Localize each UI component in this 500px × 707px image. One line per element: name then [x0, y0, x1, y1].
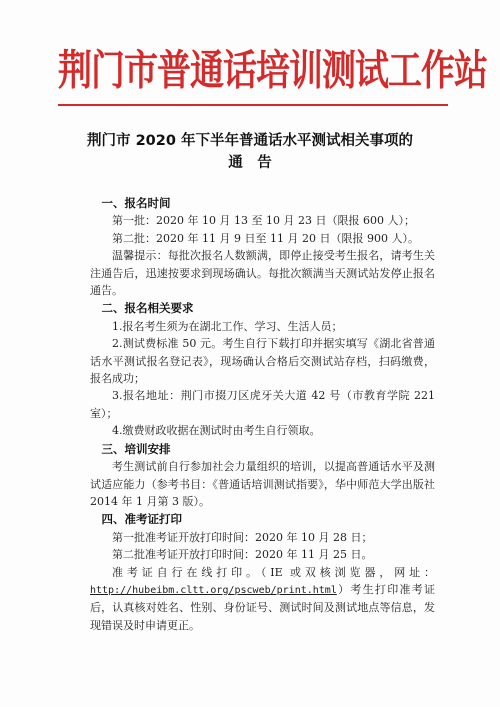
print-url-link[interactable]: http://hubeibm.cltt.org/pscweb/print.html: [90, 584, 337, 596]
section-heading-requirements: 二、报名相关要求: [101, 301, 194, 316]
paragraph: 第一批：2020 年 10 月 13 至 10 月 23 日（限报 600 人）；: [112, 214, 415, 228]
paragraph: 第二批准考证开放打印时间：2020 年 11 月 25 日。: [112, 548, 373, 562]
print-text-after: ）考生打印准考证后，认真核对姓名、性别、身份证号、测试时间及测试地点等信息，发现错误及时申请更正。: [90, 582, 435, 632]
notice-title: [60, 130, 440, 174]
notice-body: [90, 194, 435, 634]
section-heading-training: 三、培训安排: [101, 441, 171, 456]
print-text-before: 准考证自行在线打印。（IE 或双核浏览器，网址：: [112, 565, 435, 579]
paragraph: 温馨提示：每批次报名人数额满，即停止接受考生报名，请考生关注通告后，迅速按要求到现场确认。每批次额满当天测试站发停止报名通告。: [90, 249, 435, 298]
masthead-divider: [58, 104, 448, 106]
paragraph: 4.缴费财政收据在测试时由考生自行领取。: [112, 424, 321, 438]
paragraph: 2.测试费标准 50 元。考生自行下载打印并据实填写《湖北省普通话水平测试报名登记表》，现场确认合格后交测试站存档，扫码缴费，报名成功；: [90, 337, 435, 386]
paragraph-print-instructions: [90, 564, 435, 635]
paragraph: 3.报名地址：荆门市掇刀区虎牙关大道 42 号（市教育学院 221 室）；: [90, 389, 435, 420]
section-heading-registration-time: 一、报名时间: [101, 196, 171, 210]
paragraph: 第二批：2020 年 11 月 9 日至 11 月 20 日（限报 900 人）。: [112, 231, 419, 245]
org-masthead: 荆门市普通话培训测试工作站: [58, 46, 487, 96]
paragraph: 第一批准考证开放打印时间：2020 年 10 月 28 日；: [112, 530, 373, 544]
notice-title-line-2: 通 告: [228, 155, 272, 171]
notice-title-line-1: 荆门市 2020 年下半年普通话水平测试相关事项的: [87, 133, 413, 149]
section-heading-admission-ticket: 四、准考证打印: [101, 512, 182, 527]
paragraph: 1.报名考生须为在湖北工作、学习、生活人员；: [112, 319, 343, 333]
paragraph: 考生测试前自行参加社会力量组织的培训，以提高普通话水平及测试适应能力（参考书目：《普通话培训测试指要》，华中师范大学出版社 2014 年 1 月第 3 版）。: [90, 460, 435, 508]
